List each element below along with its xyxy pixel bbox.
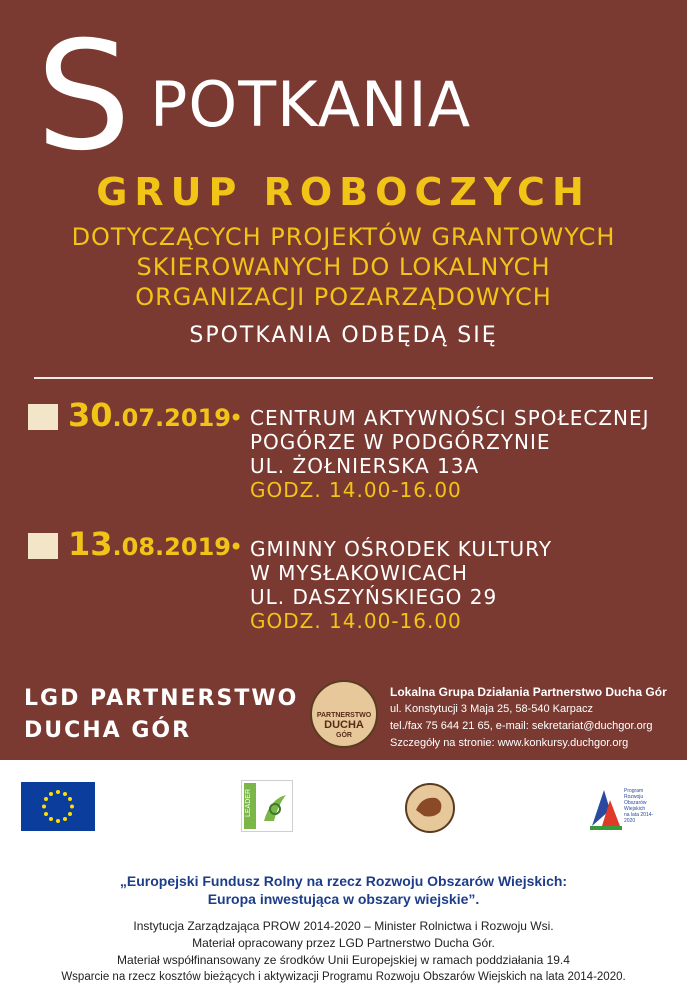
meeting-venue [250, 537, 552, 633]
footer-line: Wsparcie na rzecz kosztów bieżących i aktywizacji Programu Rozwoju Obszarów Wiejskich na lata 2014-2020. [61, 971, 626, 983]
meeting-date [68, 396, 231, 434]
contact-name: Lokalna Grupa Działania Partnerstwo Ducha Gór [390, 685, 667, 699]
leader-text: LEADER [245, 789, 252, 818]
quote-line: Europa inwestująca w obszary wiejskie”. [207, 891, 480, 907]
prow-text: Rozwoju [624, 794, 644, 800]
logo-text: GÓR [336, 731, 352, 739]
title-initial: S [36, 10, 130, 184]
prow-text: Wiejskich [624, 806, 646, 812]
date-day: 30 [68, 396, 113, 434]
prow-text: Obszarów [624, 800, 647, 806]
footer-quote [0, 872, 687, 908]
logo-text: DUCHA [324, 718, 364, 731]
venue-line: GMINNY OŚRODEK KULTURY [250, 537, 553, 561]
venue-line: UL. ŻOŁNIERSKA 13A [250, 454, 480, 478]
date-rest: .08.2019 [112, 533, 231, 561]
ducha-gor-logo-icon [310, 680, 378, 748]
organizer-line: LGD PARTNERSTWO [24, 686, 299, 711]
bullet-square [28, 533, 58, 559]
footer-line: Materiał opracowany przez LGD Partnerstwo Ducha Gór. [192, 936, 495, 950]
organizer-line: DUCHA GÓR [24, 718, 192, 743]
date-rest: .07.2019 [112, 404, 231, 432]
separator-dot: • [229, 404, 244, 432]
description-line: ORGANIZACJI POZARZĄDOWYCH [135, 283, 552, 311]
logo-text: PARTNERSTWO [316, 711, 372, 719]
venue-line: UL. DASZYŃSKIEGO 29 [250, 585, 498, 609]
description-line: SKIEROWANYCH DO LOKALNYCH [136, 253, 551, 281]
meeting-venue [250, 406, 650, 502]
ducha-gor-logo-small-icon [405, 783, 455, 833]
prow-text: Program [624, 788, 644, 794]
eu-flag-icon [21, 782, 95, 831]
separator-dot: • [229, 533, 244, 561]
contact-phone-email: tel./fax 75 644 21 65, e-mail: sekretariat@duchgor.org [390, 720, 653, 732]
footer-text [0, 918, 687, 986]
venue-line: W MYSŁAKOWICACH [250, 561, 468, 585]
date-day: 13 [68, 525, 113, 563]
description [0, 222, 687, 312]
venue-line: CENTRUM AKTYWNOŚCI SPOŁECZNEJ [250, 406, 650, 430]
meeting-date [68, 525, 231, 563]
meeting-hours: GODZ. 14.00-16.00 [250, 478, 462, 502]
contact-details: Szczegóły na stronie: www.konkursy.duchgor.org [390, 737, 629, 749]
venue-line: POGÓRZE W PODGÓRZYNIE [250, 430, 551, 454]
organizer-name [24, 683, 298, 747]
divider [34, 377, 653, 379]
meeting-hours: GODZ. 14.00-16.00 [250, 609, 462, 633]
footer-line: Instytucja Zarządzająca PROW 2014-2020 – Minister Rolnictwa i Rozwoju Wsi. [133, 919, 554, 933]
bullet-square [28, 404, 58, 430]
subtitle: GRUP ROBOCZYCH [96, 170, 591, 214]
contact-address: ul. Konstytucji 3 Maja 25, 58-540 Karpacz [390, 703, 594, 715]
footer-line: Materiał współfinansowany ze środków Unii Europejskiej w ramach poddziałania 19.4 [117, 953, 570, 967]
quote-line: „Europejski Fundusz Rolny na rzecz Rozwoju Obszarów Wiejskich: [119, 873, 568, 889]
meetings-intro: SPOTKANIA ODBĘDĄ SIĘ [189, 323, 498, 348]
prow-text: na lata 2014-2020 [624, 812, 654, 824]
description-line: DOTYCZĄCYCH PROJEKTÓW GRANTOWYCH [71, 223, 616, 251]
title-rest: POTKANIA [150, 68, 472, 141]
prow-logo-icon [588, 782, 660, 832]
contact-info [390, 684, 667, 752]
leader-logo-icon [241, 780, 293, 832]
